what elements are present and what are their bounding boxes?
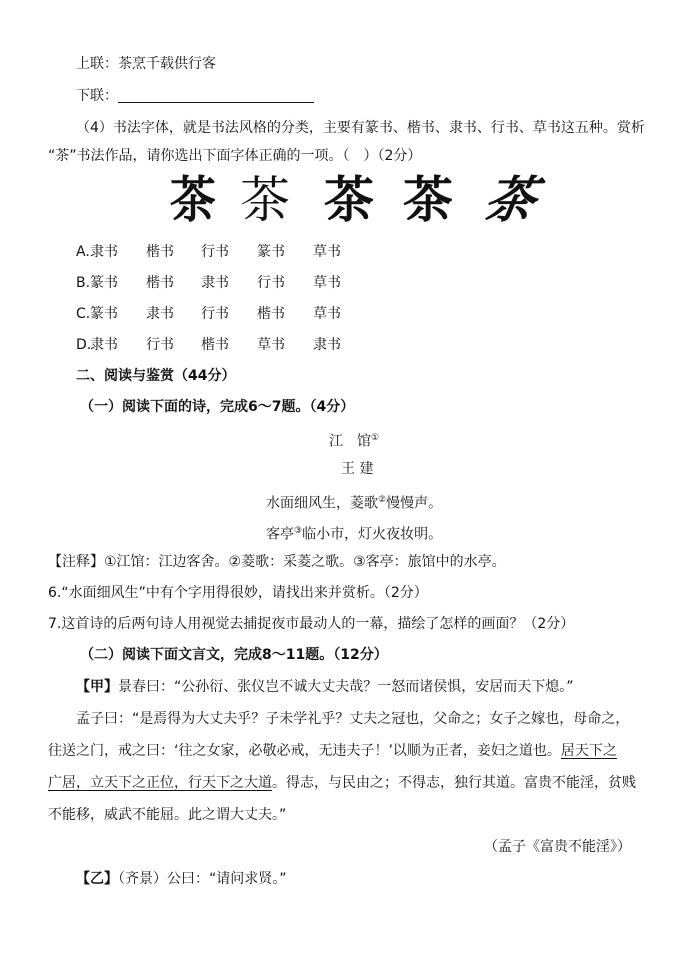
passage-source: （孟子《富贵不能淫》） (484, 839, 631, 855)
poem-line1-a: 水面细风生，菱歌 (266, 495, 378, 512)
q4-line1: （4）书法字体，就是书法风格的分类，主要有篆书、楷书、隶书、行书、草书这五种。赏析 (76, 120, 645, 136)
option-item: 行书 (201, 306, 229, 322)
option-item: 楷书 (201, 337, 229, 353)
option-item: 隶书 (146, 306, 174, 322)
poem-line-2 (266, 521, 442, 545)
passage-jia-line1 (76, 677, 574, 697)
option-item: 行书 (257, 275, 285, 291)
p2-line2-text: 往送之门，戒之曰：‘往之女家，必敬必戒，无违夫子！’以顺为正者，妾妇之道也。 (48, 743, 561, 759)
section-heading: 二、阅读与鉴赏（44分） (76, 368, 236, 384)
yi-text: （齐景）公曰：“请问求贤。” (118, 871, 287, 887)
option-item: 草书 (313, 244, 341, 260)
poem-title (329, 428, 379, 452)
passage-p2-line1: 孟子曰：“是焉得为大丈夫乎？子未学礼乎？丈夫之冠也，父命之；女子之嫁也，母命之， (76, 711, 630, 727)
p2-line3-underlined: 广居，立天下之正位，行天下之大道 (48, 775, 272, 791)
option-item: 隶书 (313, 337, 341, 353)
question-7: 7.这首诗的后两句诗人用视觉去捕捉夜市最动人的一幕，描绘了怎样的画面？（2分） (48, 616, 575, 632)
option-letter: C. (76, 306, 91, 322)
option-letter: A. (76, 244, 90, 260)
poem-line-1 (266, 490, 442, 514)
couplet-lower-blank[interactable] (118, 86, 314, 103)
p2-line3-text: 。得志，与民由之；不得志，独行其道。富贵不能淫，贫贱 (272, 775, 636, 791)
poem-line1-b: 慢慢声。 (386, 495, 443, 512)
option-letter: B. (76, 275, 91, 291)
q4-line2: “茶”书法作品，请你选出下面字体正确的一项。（ ）（2分） (48, 148, 422, 164)
couplet-lower-label: 下联： (76, 88, 118, 104)
poem-line2-note: ③ (294, 526, 303, 536)
couplet-upper: 上联：茶烹千载供行客 (76, 56, 216, 72)
option-item: 草书 (313, 306, 341, 322)
option-item: 行书 (146, 337, 174, 353)
calligraphy-char-3: 茶 (324, 171, 374, 229)
poem-line2-a: 客亭 (266, 526, 294, 543)
poem-author: 王 建 (341, 461, 374, 477)
option-item: 楷书 (146, 244, 174, 260)
option-item: 楷书 (146, 275, 174, 291)
option-item: 行书 (201, 244, 229, 260)
jia-text: 景春曰：“公孙衍、张仪岂不诚大丈夫哉？一怒而诸侯惧，安居而天下熄。” (118, 679, 574, 695)
part1-heading: （一）阅读下面的诗，完成6～7题。（4分） (80, 399, 355, 415)
option-item: 篆书 (90, 275, 118, 291)
yi-label: 【乙】 (76, 871, 118, 887)
calligraphy-char-1: 茶 (169, 170, 215, 229)
passage-p2-line3 (48, 773, 636, 793)
question-6: 6.“水面细风生”中有个字用得很妙，请找出来并赏析。（2分） (48, 585, 428, 601)
jia-label: 【甲】 (76, 679, 118, 695)
passage-p2-line4: 不能移，威武不能屈。此之谓大丈夫。” (48, 807, 287, 823)
calligraphy-char-5: 茶 (479, 170, 541, 229)
option-item: 隶书 (90, 244, 118, 260)
poem-line1-note: ② (378, 495, 387, 505)
option-item: 草书 (257, 337, 285, 353)
option-letter: D. (76, 337, 92, 353)
part2-heading: （二）阅读下面文言文，完成8～11题。（12分） (80, 647, 388, 663)
passage-p2-line2 (48, 741, 617, 761)
option-item: 篆书 (257, 244, 285, 260)
passage-yi-line1 (76, 869, 287, 889)
option-item: 草书 (313, 275, 341, 291)
calligraphy-char-4: 茶 (403, 170, 453, 229)
couplet-lower (76, 86, 314, 106)
poem-title-text: 江 馆 (329, 433, 371, 450)
poem-line2-b: 临小市，灯火夜妆明。 (302, 526, 443, 543)
calligraphy-char-2: 茶 (240, 171, 290, 229)
option-item: 楷书 (257, 306, 285, 322)
option-item: 隶书 (201, 275, 229, 291)
option-item: 隶书 (90, 337, 118, 353)
poem-title-note: ① (371, 433, 380, 443)
option-item: 篆书 (90, 306, 118, 322)
p2-line2-underlined: 居天下之 (560, 743, 617, 759)
poem-notes: 【注释】①江馆：江边客舍。②菱歌：采菱之歌。③客亭：旅馆中的水亭。 (48, 554, 506, 570)
